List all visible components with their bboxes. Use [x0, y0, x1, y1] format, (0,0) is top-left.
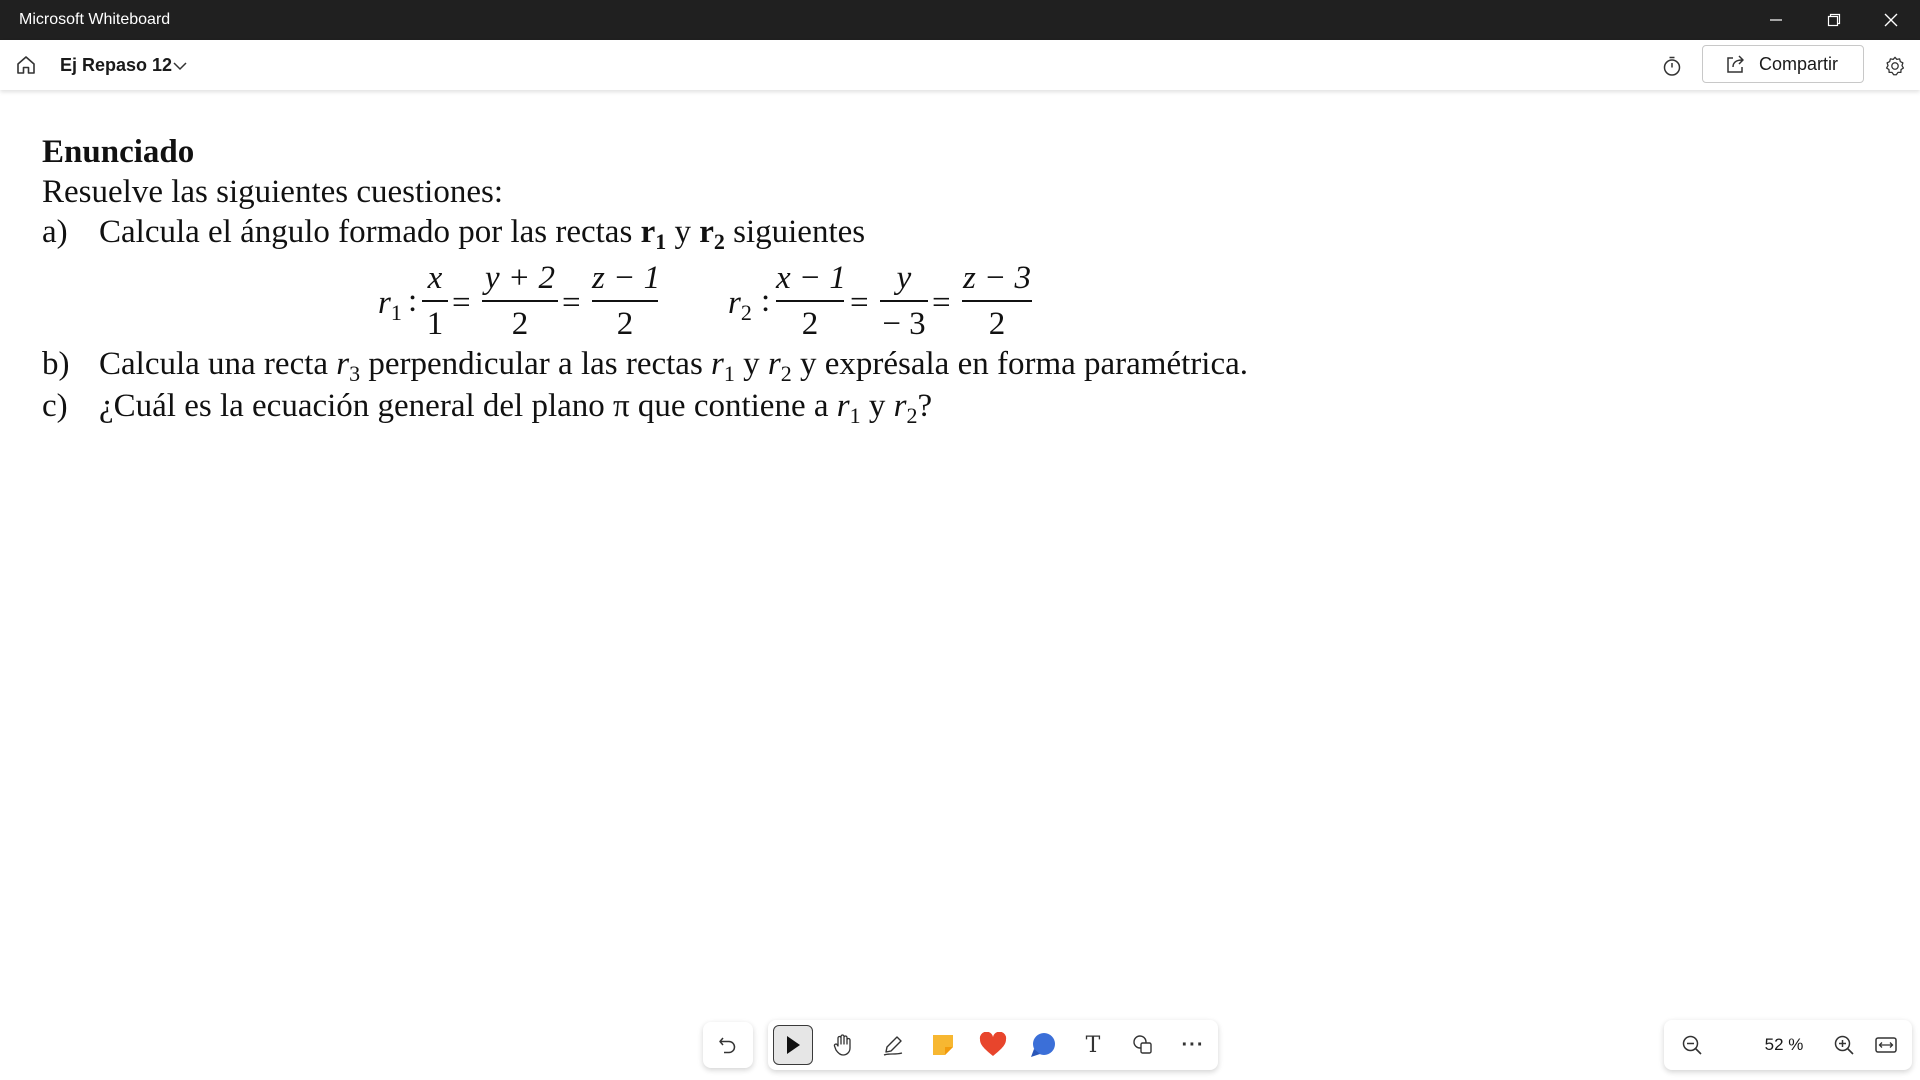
equation-r1-equals-2: = [562, 285, 581, 321]
home-button[interactable] [10, 49, 42, 81]
question-b-text: Calcula una recta $r_3$ perpendicular a las rectas $r_1$ y $r_2$ y exprésala en forma paramétrica. [99, 346, 1248, 386]
equation-r1-name: $r_1$ [378, 285, 402, 325]
sticky-note-icon [930, 1032, 956, 1058]
close-icon [1884, 13, 1898, 27]
minimize-icon [1769, 13, 1783, 27]
window-titlebar [0, 0, 1920, 40]
equation-r1-fraction-2: y + 2 2 [482, 260, 558, 343]
equation-r1-equals-1: = [452, 285, 471, 321]
zoom-level[interactable]: 52 % [1764, 1035, 1804, 1054]
hand-icon [832, 1033, 854, 1057]
fit-to-screen-icon [1874, 1035, 1898, 1055]
equation-r2 [728, 260, 1038, 345]
comment-tool[interactable] [1023, 1025, 1063, 1065]
equation-r2-equals-2: = [932, 285, 951, 321]
equation-r1-colon: : [408, 283, 418, 319]
question-a-label: a) [42, 214, 68, 250]
select-tool[interactable] [773, 1025, 813, 1065]
more-icon: ··· [1181, 1033, 1205, 1056]
timer-icon [1661, 55, 1683, 77]
fit-to-screen-button[interactable] [1870, 1029, 1902, 1061]
pen-tool[interactable] [873, 1025, 913, 1065]
board-title[interactable]: Ej Repaso 12 [60, 55, 173, 75]
settings-button[interactable] [1878, 50, 1912, 82]
equation-r2-name: $r_2$ [728, 285, 752, 325]
restore-button[interactable] [1805, 0, 1863, 40]
zoom-out-icon [1681, 1034, 1703, 1056]
share-icon [1725, 54, 1747, 74]
share-button[interactable] [1702, 45, 1864, 83]
share-label: Compartir [1759, 53, 1839, 74]
select-icon [783, 1034, 803, 1056]
pen-icon [881, 1033, 905, 1057]
zoom-in-button[interactable] [1828, 1029, 1860, 1061]
close-button[interactable] [1862, 0, 1920, 40]
minimize-button[interactable] [1747, 0, 1805, 40]
equation-r1 [378, 260, 668, 345]
question-a-text: Calcula el ángulo formado por las rectas $r_1$ y $r_2$ siguientes [99, 214, 866, 254]
equation-r2-fraction-3: z − 3 2 [962, 260, 1032, 342]
text-icon: T [1085, 1032, 1101, 1058]
equation-r2-colon: : [761, 283, 771, 319]
statement-intro: Resuelve las siguientes cuestiones: [42, 174, 503, 210]
zoom-in-icon [1833, 1034, 1855, 1056]
question-b-label: b) [42, 346, 70, 382]
chevron-down-icon [173, 61, 187, 71]
gear-icon [1884, 55, 1906, 77]
sticky-note-tool[interactable] [923, 1025, 963, 1065]
equation-r2-equals-1: = [850, 285, 869, 321]
reaction-heart-icon [979, 1032, 1007, 1058]
restore-icon [1827, 13, 1841, 27]
shapes-icon [1131, 1033, 1155, 1057]
statement-heading: Enunciado [42, 134, 195, 170]
equation-r1-fraction-1: x 1 [422, 260, 448, 343]
reaction-tool[interactable] [973, 1025, 1013, 1065]
undo-button[interactable] [703, 1022, 753, 1068]
equation-r1-fraction-3: z − 1 2 [592, 260, 661, 342]
creation-toolbar [768, 1020, 1218, 1070]
shapes-tool[interactable] [1123, 1025, 1163, 1065]
board-menu-button[interactable] [170, 56, 190, 76]
question-c-label: c) [42, 388, 68, 424]
hand-tool[interactable] [823, 1025, 863, 1065]
zoom-out-button[interactable] [1676, 1029, 1708, 1061]
timer-button[interactable] [1655, 50, 1689, 82]
window-title: Microsoft Whiteboard [19, 11, 171, 28]
home-icon [15, 54, 37, 76]
text-tool[interactable] [1073, 1025, 1113, 1065]
more-tools-button[interactable] [1173, 1025, 1213, 1065]
equation-r2-fraction-1: x − 1 2 [776, 260, 846, 342]
question-c-text: ¿Cuál es la ecuación general del plano π que contiene a $r_1$ y $r_2$? [99, 388, 933, 428]
equation-r2-fraction-2: y − 3 [880, 260, 928, 343]
comment-icon [1029, 1031, 1057, 1059]
zoom-control [1664, 1020, 1912, 1070]
undo-icon [717, 1034, 739, 1056]
app-bar [0, 40, 1920, 90]
